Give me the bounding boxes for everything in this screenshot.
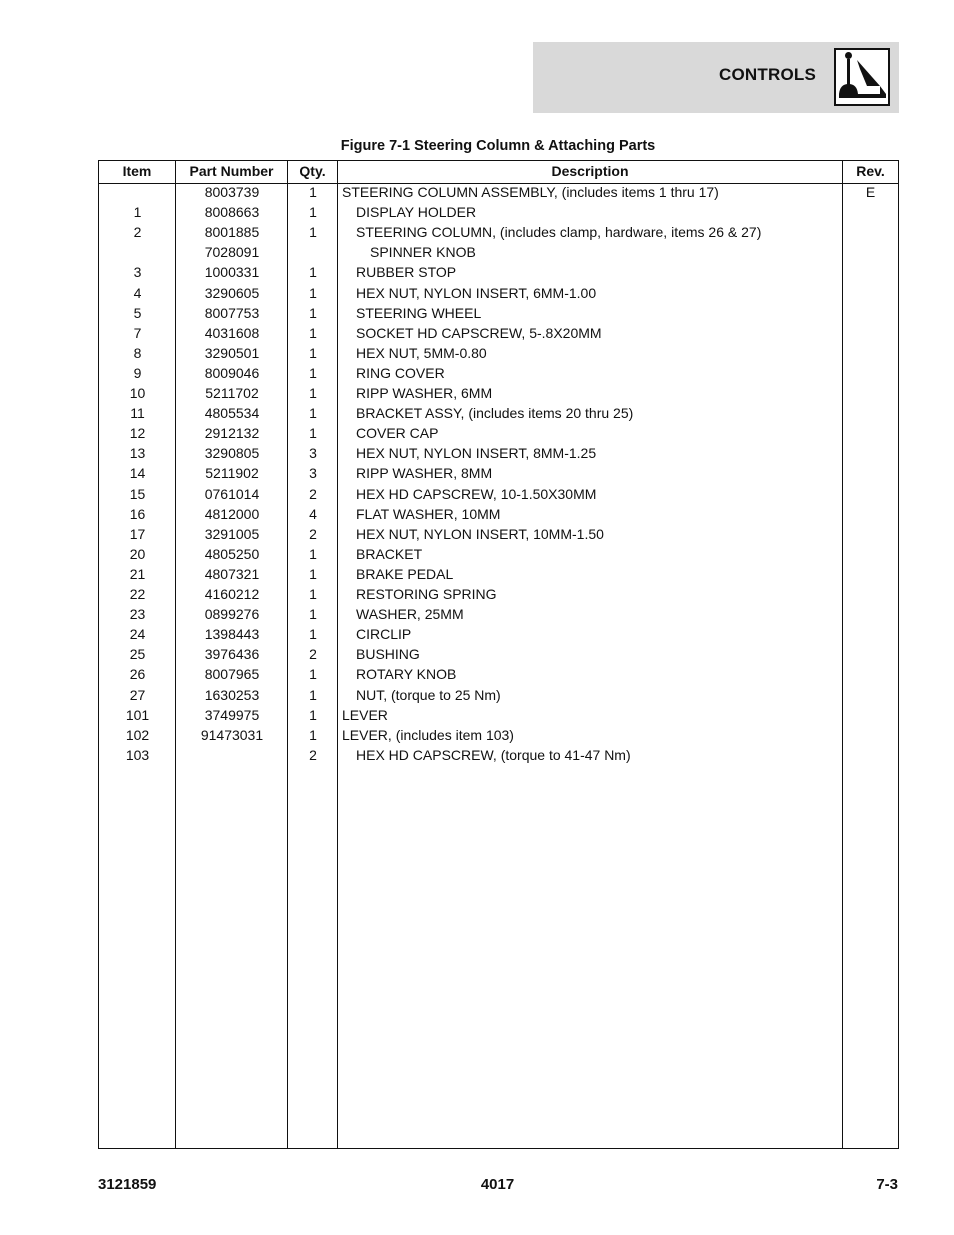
item-cell: 9 — [133, 364, 142, 381]
column-header-qty: Qty. — [299, 163, 326, 179]
description-cell: STEERING COLUMN, (includes clamp, hardware, items 26 & 27) — [356, 224, 762, 241]
part-number-cell: 2912132 — [204, 425, 260, 442]
item-cell: 7 — [133, 324, 142, 341]
table-row — [99, 604, 898, 624]
qty-cell: 1 — [309, 405, 317, 422]
item-cell: 10 — [129, 385, 146, 401]
part-number-cell: 1630253 — [204, 686, 260, 703]
description-cell: BUSHING — [356, 646, 420, 663]
table-row — [99, 705, 898, 725]
description-cell: ROTARY KNOB — [356, 666, 457, 683]
qty-cell: 1 — [309, 204, 317, 221]
table-row — [99, 283, 898, 303]
qty-cell: 1 — [309, 545, 317, 562]
description-cell: SPINNER KNOB — [370, 244, 476, 261]
description-cell: NUT, (torque to 25 Nm) — [356, 686, 501, 703]
footer-model: 4017 — [480, 1176, 515, 1193]
item-cell: 12 — [129, 425, 146, 442]
description-cell: STEERING WHEEL — [356, 304, 482, 321]
item-cell: 20 — [129, 545, 146, 562]
qty-cell: 1 — [309, 264, 317, 281]
table-row — [99, 624, 898, 644]
part-number-cell: 91473031 — [200, 726, 264, 743]
qty-cell: 1 — [309, 686, 317, 703]
table-row — [99, 242, 898, 262]
description-cell: WASHER, 25MM — [356, 606, 464, 623]
item-cell: 24 — [129, 626, 146, 643]
table-row — [99, 745, 898, 765]
qty-cell: 1 — [309, 364, 317, 381]
table-row — [99, 725, 898, 745]
section-title: CONTROLS — [719, 65, 816, 84]
footer-document-number: 3121859 — [98, 1176, 157, 1193]
part-number-cell: 3749975 — [204, 706, 260, 723]
qty-cell: 3 — [309, 445, 317, 462]
rev-cell: E — [865, 184, 876, 200]
description-cell: HEX NUT, NYLON INSERT, 8MM-1.25 — [356, 445, 597, 462]
part-number-cell: 3290805 — [204, 445, 260, 462]
part-number-cell: 3290605 — [204, 284, 260, 301]
part-number-cell: 3290501 — [204, 344, 260, 361]
table-row — [99, 202, 898, 222]
qty-cell: 1 — [309, 726, 317, 743]
table-row — [99, 343, 898, 363]
description-cell: RIPP WASHER, 8MM — [356, 465, 493, 482]
part-number-cell: 0899276 — [204, 606, 260, 623]
part-number-cell: 8009046 — [204, 364, 260, 381]
qty-cell: 4 — [309, 505, 317, 522]
item-cell: 23 — [129, 606, 146, 623]
description-cell: RESTORING SPRING — [356, 586, 497, 602]
column-header-description: Description — [551, 163, 629, 179]
description-cell: RING COVER — [356, 364, 445, 381]
part-number-cell: 4031608 — [204, 324, 260, 341]
column-header-rev: Rev. — [856, 163, 885, 179]
part-number-cell: 8008663 — [204, 204, 260, 221]
description-cell: RUBBER STOP — [356, 264, 457, 281]
description-cell: HEX HD CAPSCREW, (torque to 41-47 Nm) — [356, 746, 631, 763]
item-cell: 26 — [129, 666, 146, 683]
description-cell: BRACKET — [356, 545, 423, 562]
part-number-cell: 8007965 — [204, 666, 260, 683]
item-cell: 11 — [130, 405, 145, 422]
item-cell: 14 — [129, 465, 146, 482]
figure-title: Figure 7-1 Steering Column & Attaching Parts — [340, 138, 656, 154]
qty-cell: 3 — [309, 465, 317, 482]
table-row — [99, 524, 898, 544]
table-row — [99, 262, 898, 282]
item-cell: 5 — [133, 304, 142, 321]
description-cell: COVER CAP — [356, 425, 439, 442]
qty-cell: 1 — [309, 606, 317, 623]
item-cell: 101 — [125, 706, 150, 723]
part-number-cell: 4805534 — [204, 405, 260, 422]
table-row — [99, 664, 898, 684]
item-cell: 2 — [133, 224, 142, 241]
item-cell: 1 — [133, 204, 142, 221]
footer-page-number: 7-3 — [876, 1176, 898, 1193]
item-cell: 8 — [133, 344, 142, 361]
part-number-cell: 4807321 — [204, 565, 260, 582]
part-number-cell: 4812000 — [204, 505, 260, 522]
description-cell: HEX NUT, NYLON INSERT, 6MM-1.00 — [356, 284, 597, 301]
item-cell: 103 — [125, 746, 150, 763]
table-row — [99, 504, 898, 524]
part-number-cell: 4160212 — [204, 586, 260, 602]
qty-cell: 1 — [309, 666, 317, 683]
part-number-cell: 1000331 — [204, 264, 260, 281]
part-number-cell: 1398443 — [204, 626, 260, 643]
description-cell: HEX NUT, 5MM-0.80 — [356, 344, 487, 361]
description-cell: DISPLAY HOLDER — [356, 204, 477, 221]
item-cell: 15 — [129, 485, 146, 502]
description-cell: LEVER, (includes item 103) — [342, 726, 514, 743]
item-cell: 21 — [129, 565, 146, 582]
table-row — [99, 182, 898, 202]
part-number-cell: 3291005 — [204, 525, 260, 542]
table-row — [99, 584, 898, 604]
qty-cell: 1 — [309, 385, 317, 401]
item-cell: 102 — [125, 726, 150, 743]
joystick-control-icon — [834, 48, 890, 106]
item-cell: 13 — [129, 445, 146, 462]
description-cell: STEERING COLUMN ASSEMBLY, (includes items 1 thru 17) — [342, 184, 719, 200]
table-row — [99, 383, 898, 403]
item-cell: 27 — [129, 686, 146, 703]
description-cell: CIRCLIP — [356, 626, 412, 643]
column-header-item: Item — [122, 163, 152, 179]
qty-cell: 1 — [309, 586, 317, 602]
qty-cell: 1 — [309, 324, 317, 341]
item-cell: 25 — [129, 646, 146, 663]
qty-cell: 1 — [309, 565, 317, 582]
part-number-cell: 0761014 — [204, 485, 260, 502]
section-header — [533, 42, 899, 113]
part-number-cell: 4805250 — [204, 545, 260, 562]
column-header-part-number: Part Number — [189, 163, 274, 179]
description-cell: SOCKET HD CAPSCREW, 5-.8X20MM — [356, 324, 602, 341]
qty-cell: 1 — [309, 425, 317, 442]
description-cell: HEX NUT, NYLON INSERT, 10MM-1.50 — [356, 525, 604, 542]
item-cell: 4 — [133, 284, 142, 301]
qty-cell: 1 — [309, 224, 317, 241]
qty-cell: 1 — [309, 284, 317, 301]
item-cell: 17 — [129, 525, 146, 542]
table-row — [99, 644, 898, 664]
table-row — [99, 222, 898, 242]
qty-cell: 2 — [309, 746, 317, 763]
part-number-cell: 8001885 — [204, 224, 260, 241]
table-row — [99, 564, 898, 584]
item-cell: 22 — [129, 586, 146, 602]
qty-cell: 1 — [309, 344, 317, 361]
qty-cell: 2 — [309, 646, 317, 663]
table-row — [99, 323, 898, 343]
description-cell: LEVER — [342, 706, 388, 723]
part-number-cell: 7028091 — [204, 244, 260, 261]
description-cell: RIPP WASHER, 6MM — [356, 385, 493, 401]
qty-cell: 1 — [309, 626, 317, 643]
item-cell: 16 — [129, 505, 146, 522]
qty-cell: 1 — [309, 304, 317, 321]
part-number-cell: 8003739 — [204, 184, 260, 200]
table-row — [99, 303, 898, 323]
qty-cell: 1 — [309, 184, 317, 200]
table-row — [99, 443, 898, 463]
table-row — [99, 363, 898, 383]
description-cell: FLAT WASHER, 10MM — [356, 505, 501, 522]
table-row — [99, 484, 898, 504]
qty-cell: 2 — [309, 525, 317, 542]
description-cell: HEX HD CAPSCREW, 10-1.50X30MM — [356, 485, 597, 502]
part-number-cell: 3976436 — [204, 646, 260, 663]
description-cell: BRAKE PEDAL — [356, 565, 454, 582]
part-number-cell: 8007753 — [204, 304, 260, 321]
table-row — [99, 544, 898, 564]
qty-cell: 1 — [309, 706, 317, 723]
part-number-cell: 5211702 — [205, 385, 259, 401]
description-cell: BRACKET ASSY, (includes items 20 thru 25) — [356, 405, 634, 422]
item-cell: 3 — [133, 264, 142, 281]
table-row — [99, 423, 898, 443]
parts-table — [98, 160, 899, 1149]
part-number-cell: 5211902 — [205, 465, 259, 482]
qty-cell: 2 — [309, 485, 317, 502]
table-row — [99, 685, 898, 705]
table-row — [99, 403, 898, 423]
table-row — [99, 463, 898, 483]
